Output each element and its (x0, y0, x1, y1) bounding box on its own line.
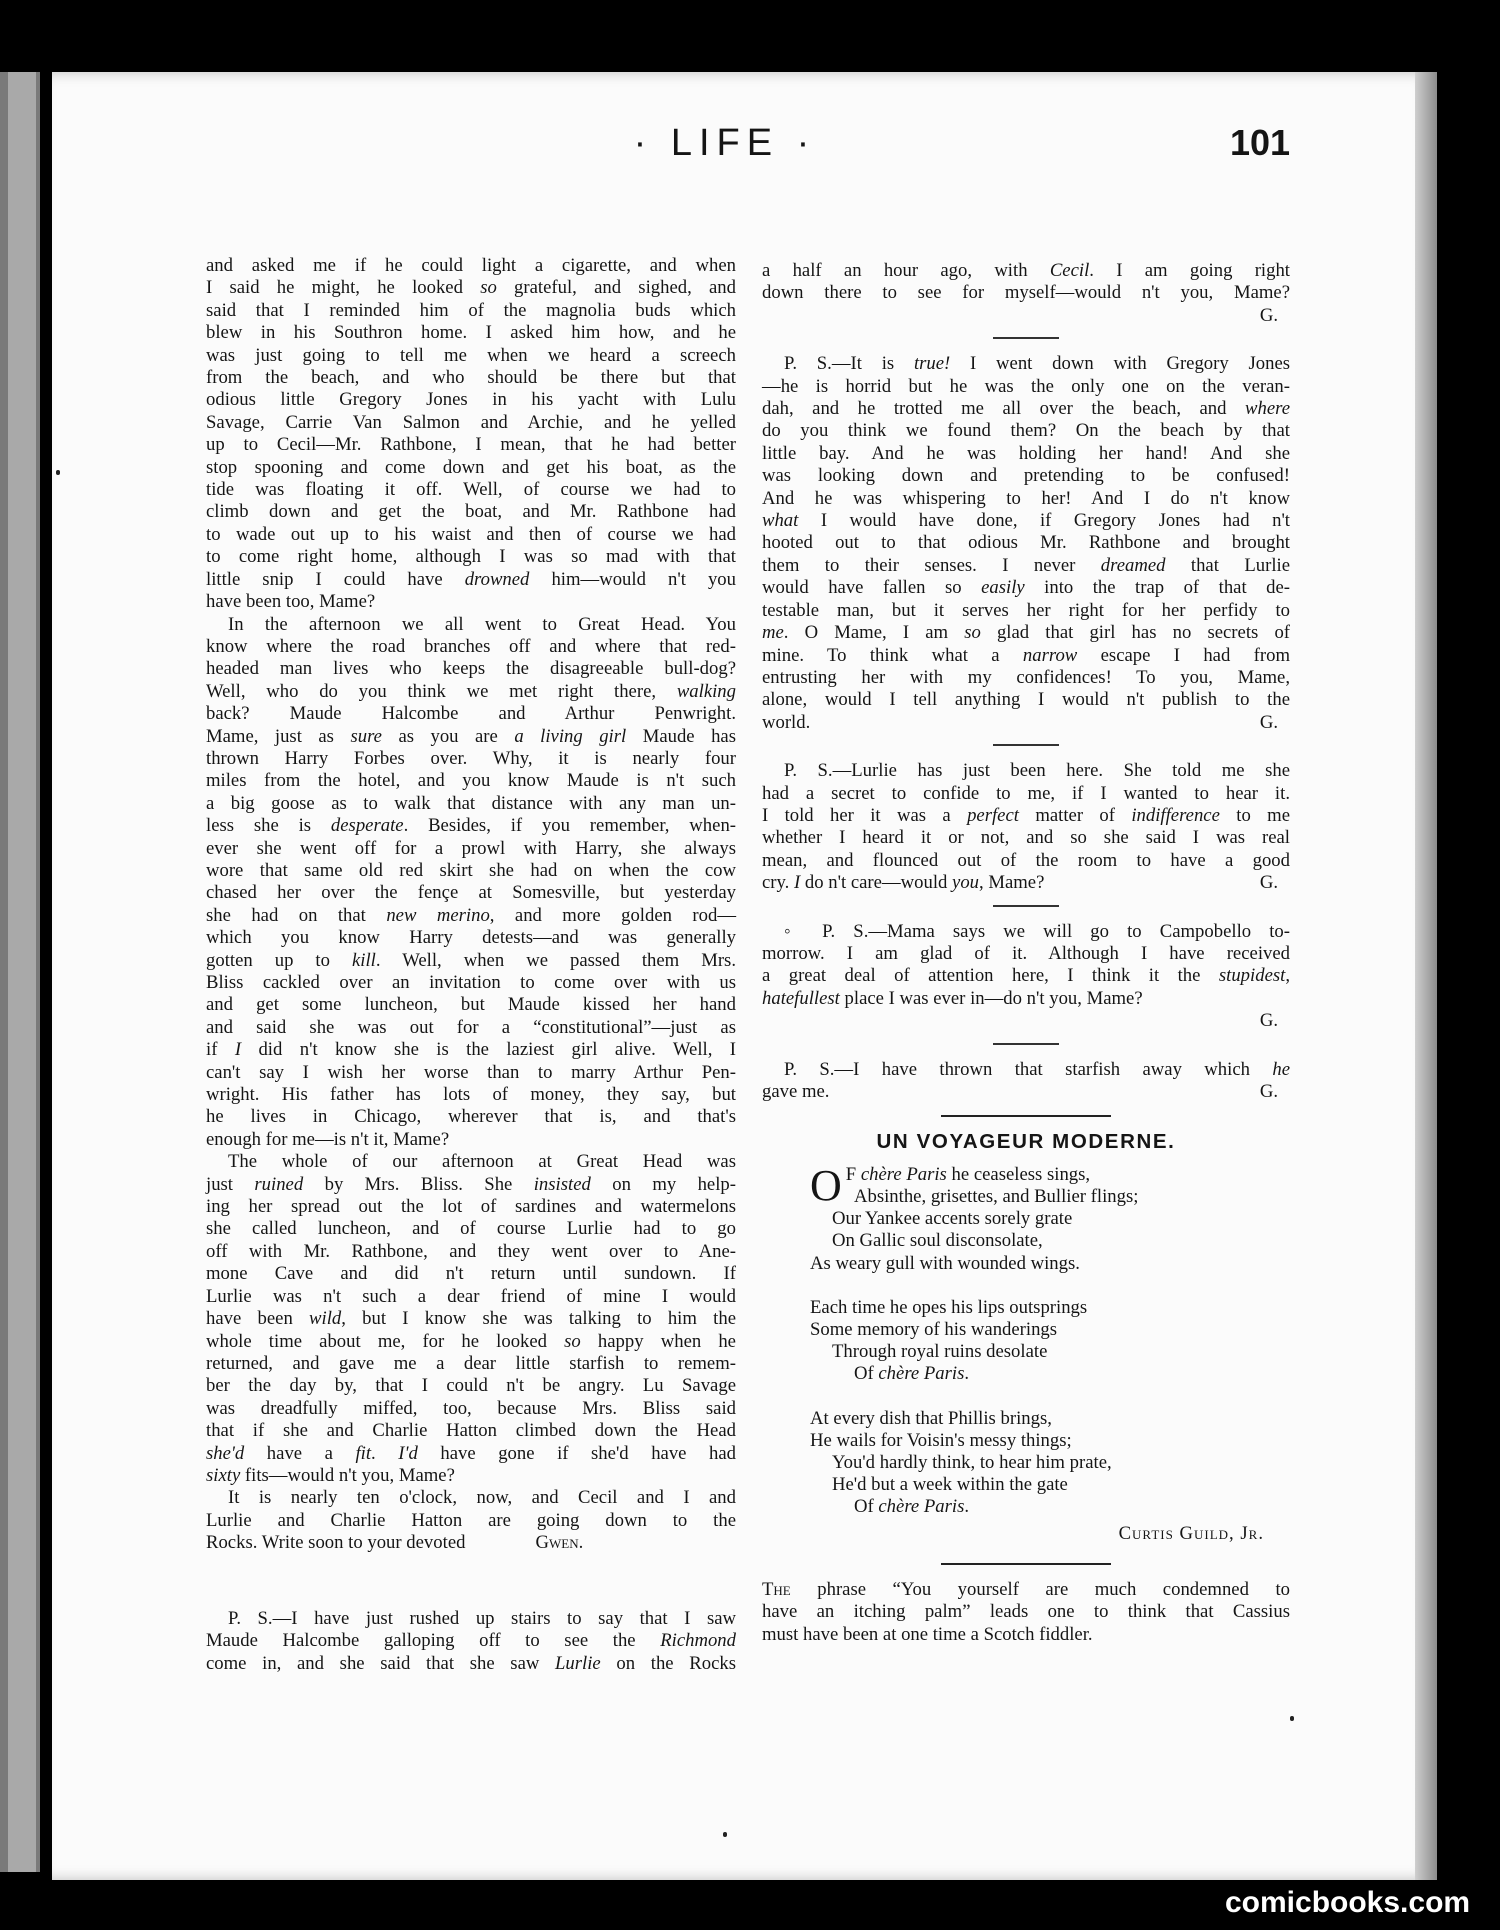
text-line: from the beach, and who should be there but that (206, 367, 736, 389)
text-line: off with Mr. Rathbone, and they went over to Ane- (206, 1240, 736, 1262)
poem-drop-cap: O (810, 1160, 842, 1210)
poem-line: He'd but a week within the gate (832, 1474, 1068, 1496)
text-line: morrow. I am glad of it. Although I have received (762, 942, 1290, 964)
paragraph-4 (206, 1487, 736, 1554)
text-line: Lurlie was n't such a dear friend of mine I would (206, 1285, 736, 1307)
left-column (206, 255, 736, 1555)
text-line: was looking down and pretending to be confused! (762, 465, 1290, 487)
postscript-5-last-line: gave me. G. (762, 1081, 1278, 1102)
poem-stanza-2 (810, 1297, 1290, 1386)
text-line: —he is horrid but he was the only one on the veran- (762, 375, 1290, 397)
page-shadow-edge (1415, 72, 1437, 1880)
text-line: Savage, Carrie Van Salmon and Archie, and he yelled (206, 411, 736, 433)
text-line: less she is desperate. Besides, if you remember, when- (206, 815, 737, 837)
text-line: Well, who do you think we met right there, walking (206, 680, 736, 702)
text-line: P. S.—I have thrown that starfish away which he (784, 1058, 1290, 1080)
text-line: if I did n't know she is the laziest girl alive. Well, I (206, 1039, 737, 1061)
text-line: tide was floating it off. Well, of course we had to (206, 479, 736, 501)
paragraph-1 (206, 255, 736, 614)
text-line: Rocks. Write soon to your devoted Gwen. (206, 1532, 584, 1554)
text-line: and get some luncheon, but Maude kissed her hand (206, 994, 736, 1016)
text-line: odious little Gregory Jones in his yacht with Lulu (206, 389, 736, 411)
poem-line: F chère Paris he ceaseless sings, (845, 1163, 1091, 1185)
text-line: Lurlie and Charlie Hatton are going down to the (206, 1509, 736, 1531)
poem-divider (941, 1115, 1111, 1117)
text-line: sixty fits—would n't you, Mame? (206, 1464, 455, 1486)
text-line: In the afternoon we all went to Great Head. You (228, 613, 736, 635)
text-line: gotten up to kill. Well, when we passed them Mrs. (206, 949, 736, 971)
text-line: whether I heard it or not, and so she said I was real (762, 827, 1290, 849)
page-number: 101 (1230, 122, 1291, 163)
section-rule (993, 744, 1059, 746)
poem-line: He wails for Voisin's messy things; (810, 1429, 1072, 1451)
text-line: ever she went off for a prowl with Harry, she always (206, 837, 736, 859)
text-line: little snip I could have drowned him—would n't you (206, 568, 736, 590)
text-line: entrusting her with my confidences! To you, Mame, (762, 666, 1290, 688)
text-line: he lives in Chicago, wherever that is, and that's (206, 1106, 736, 1128)
poem-line: On Gallic soul disconsolate, (832, 1230, 1043, 1252)
signature-g: G. (1259, 304, 1278, 326)
poem-title: UN VOYAGEUR MODERNE. (876, 1130, 1176, 1154)
text-line: I told her it was a perfect matter of indifference to me (762, 804, 1290, 826)
text-line: enough for me—is n't it, Mame? (206, 1128, 450, 1150)
poem-line: At every dish that Phillis brings, (810, 1407, 1052, 1429)
text-line: to come right home, although I was so mad with that (206, 546, 736, 568)
print-speck (1290, 1716, 1294, 1721)
joke-divider (941, 1563, 1111, 1565)
text-line: have been too, Mame? (206, 591, 376, 613)
text-line: to wade out up to his waist and then of course we had (206, 523, 736, 545)
text-line: can't say I wish her worse than to marry Arthur Pen- (206, 1061, 736, 1083)
text-line: And he was whispering to her! And I do n't know (762, 487, 1290, 509)
left-page-edge (0, 72, 40, 1872)
print-speck (56, 470, 60, 475)
section-rule (993, 337, 1059, 339)
text-line: wright. His father has lots of money, they say, but (206, 1084, 736, 1106)
text-line: back? Maude Halcombe and Arthur Penwright. (206, 703, 736, 725)
poem-line: Our Yankee accents sorely grate (832, 1208, 1073, 1230)
text-line: I said he might, he looked so grateful, and sighed, and (206, 277, 736, 299)
continued-letter (762, 260, 1290, 305)
signature-g: G. (1259, 1010, 1278, 1032)
text-line: little bay. And he was holding her hand! And she (762, 442, 1290, 464)
text-line: dah, and he trotted me all over the beach, and where (762, 398, 1290, 420)
text-line: what I would have done, if Gregory Jones had n't (762, 510, 1290, 532)
text-line: mean, and flounced out of the room to have a good (762, 849, 1290, 871)
text-line: Mame, just as sure as you are a living girl Maude has (206, 725, 736, 747)
text-line: and said she was out for a “constitutional”—just as (206, 1016, 736, 1038)
poem-stanza-1 (810, 1160, 1290, 1275)
text-line: whole time about me, for he looked so happy when he (206, 1330, 736, 1352)
poem-line: Of chère Paris. (854, 1363, 970, 1385)
text-line: The whole of our afternoon at Great Head was (228, 1151, 736, 1173)
paragraph-3 (206, 1151, 736, 1487)
poem-line: Through royal ruins desolate (832, 1341, 1048, 1363)
poem-author: Curtis Guild, Jr. (1118, 1522, 1264, 1544)
poem-line: Absinthe, grisettes, and Bullier flings; (854, 1186, 1139, 1208)
poem-line: Each time he opes his lips outsprings (810, 1296, 1088, 1318)
text-line: hooted out to that odious Mr. Rathbone and brought (762, 532, 1290, 554)
watermark: comicbooks.com (1225, 1886, 1471, 1919)
text-line: blew in his Southron home. I asked him how, and he (206, 322, 736, 344)
poem-body (762, 1160, 1290, 1545)
masthead-title: · LIFE · (633, 122, 817, 164)
text-line: Maude Halcombe galloping off to see the Richmond (206, 1630, 736, 1652)
text-line: would have fallen so easily into the trap of that de- (762, 577, 1290, 599)
text-line: had a secret to confide to me, if I wanted to hear it. (762, 782, 1290, 804)
text-line: The phrase “You yourself are much condemned to (762, 1578, 1290, 1600)
poem-line: As weary gull with wounded wings. (810, 1252, 1080, 1274)
text-line: a half an hour ago, with Cecil. I am going right (762, 260, 1290, 281)
text-line: have been wild, but I know she was talking to him the (206, 1308, 736, 1330)
text-line: headed man lives who keeps the disagreeable bull-dog? (206, 658, 736, 680)
text-line: climb down and get the boat, and Mr. Rathbone had (206, 501, 736, 523)
poem-line: Some memory of his wanderings (810, 1319, 1058, 1341)
right-column (762, 260, 1290, 1646)
text-line: was dreadfully miffed, too, because Mrs. Bliss said (206, 1397, 736, 1419)
text-line: thrown Harry Forbes over. Why, it is nearly four (206, 747, 736, 769)
text-line: she called luncheon, and of course Lurlie had to go (206, 1218, 736, 1240)
left-postscript (206, 1608, 736, 1675)
text-line: mine. To think what a narrow escape I had from (762, 644, 1290, 666)
text-line: up to Cecil—Mr. Rathbone, I mean, that he had better (206, 434, 736, 456)
joke-last-line: must have been at one time a Scotch fiddler. (762, 1623, 1093, 1645)
text-line: know where the road branches off and where that red- (206, 635, 736, 657)
text-line: stop spooning and come down and get his boat, as the (206, 456, 736, 478)
poem-line: Of chère Paris. (854, 1496, 970, 1518)
text-line: me. O Mame, I am so glad that girl has no secrets of (762, 622, 1291, 644)
postscript-3-last-line: cry. I do n't care—would you, Mame? G. (762, 872, 1278, 894)
postscript-2 (762, 353, 1290, 712)
text-line: she'd have a fit. I'd have gone if she'd have had (206, 1442, 736, 1464)
text-line: she had on that new merino, and more golden rod— (206, 904, 737, 926)
text-line: a big goose as to walk that distance with any man un- (206, 792, 736, 814)
text-line: mone Cave and did n't return until sundown. If (206, 1263, 736, 1285)
section-rule (993, 1043, 1059, 1045)
postscript-5 (762, 1059, 1290, 1081)
section-rule (993, 905, 1059, 907)
text-line: come in, and she said that she saw Lurlie on the Rocks (206, 1652, 736, 1674)
text-line: It is nearly ten o'clock, now, and Cecil and I and (228, 1487, 736, 1509)
postscript-3 (762, 760, 1290, 872)
text-line: P. S.—Lurlie has just been here. She told me she (784, 760, 1290, 782)
print-speck (723, 1832, 727, 1837)
text-line: have an itching palm” leads one to think that Cassius (762, 1601, 1290, 1623)
joke-paragraph (762, 1579, 1290, 1624)
text-line: alone, would I tell anything I would n't publish to the (762, 689, 1290, 711)
text-line: P. S.—I have just rushed up stairs to say that I saw (228, 1608, 736, 1629)
poem-stanza-3 (810, 1408, 1290, 1519)
text-line: that if she and Charlie Hatton climbed down the Head (206, 1420, 736, 1442)
text-line: just ruined by Mrs. Bliss. She insisted on my help- (206, 1173, 736, 1195)
text-line: returned, and gave me a dear little starfish to remem- (206, 1352, 736, 1374)
text-line: testable man, but it serves her right for her perfidy to (762, 599, 1290, 621)
text-line: chased her over the fençe at Somesville, but yesterday (206, 882, 736, 904)
text-line: P. S.—It is true! I went down with Gregory Jones (784, 353, 1291, 375)
postscript-4 (762, 921, 1290, 988)
postscript-4-last-line: hatefullest place I was ever in—do n't you, Mame? (762, 987, 1143, 1009)
text-line: a great deal of attention here, I think it the stupidest, (762, 965, 1290, 987)
text-line: and asked me if he could light a cigarette, and when (206, 255, 736, 276)
text-line: do you think we found them? On the beach by that (762, 420, 1290, 442)
text-line: was just going to tell me when we heard a screech (206, 344, 736, 366)
text-line: wore that same old red skirt she had on when the cow (206, 859, 736, 881)
text-line: miles from the hotel, and you know Maude is n't such (206, 770, 736, 792)
text-line: them to their senses. I never dreamed that Lurlie (762, 554, 1290, 576)
text-line: ing her spread out the lot of sardines and watermelons (206, 1196, 736, 1218)
text-line: ◦ P. S.—Mama says we will go to Campobello to- (784, 920, 1290, 942)
text-line: down there to see for myself—would n't you, Mame? (762, 282, 1290, 304)
postscript-2-last-line: world. G. (762, 711, 1278, 733)
postscript-1 (206, 1608, 736, 1675)
text-line: said that I reminded him of the magnolia buds which (206, 299, 736, 321)
text-line: Bliss cackled over an invitation to come over with us (206, 972, 736, 993)
poem-line: You'd hardly think, to hear him prate, (832, 1452, 1112, 1474)
paragraph-2 (206, 614, 736, 1152)
text-line: which you know Harry detests—and was generally (206, 927, 736, 949)
text-line: ber the day by, that I could n't be angry. Lu Savage (206, 1375, 736, 1397)
